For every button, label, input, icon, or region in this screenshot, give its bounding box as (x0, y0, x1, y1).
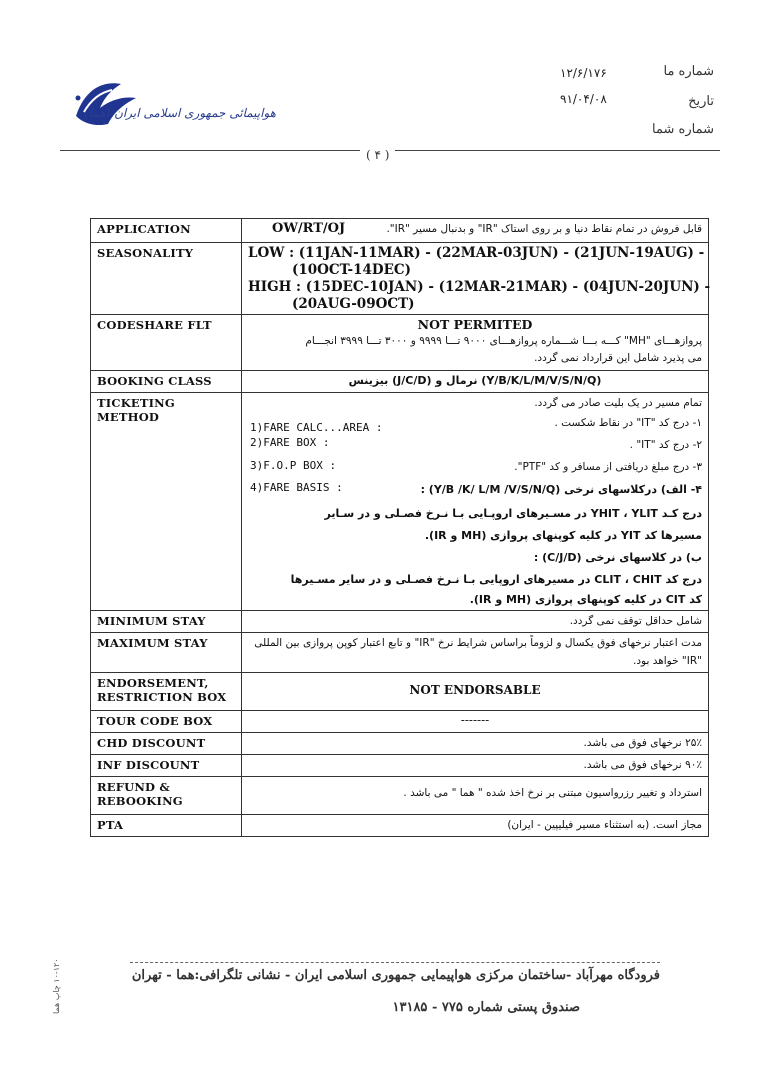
low-season-1: LOW : (11JAN-11MAR) - (22MAR-03JUN) - (21JUN-19AUG) - (248, 245, 705, 261)
row-minimum-stay (91, 611, 709, 633)
booking-classes: (Y/B/K/L/M/V/S/N/Q) نرمال و (J/C/D) بیزینس (348, 374, 602, 387)
row-booking-class (91, 371, 709, 393)
row-seasonality (91, 243, 709, 315)
low-season-2: (10OCT-14DEC) (292, 262, 412, 278)
row-content (242, 611, 709, 633)
page-number: ( ۴ ) (360, 148, 395, 162)
row-content (242, 777, 709, 815)
row-label: MAXIMUM STAY (91, 633, 242, 673)
fare-rules-table (90, 218, 709, 837)
row-application (91, 219, 709, 243)
row-label: CODESHARE FLT (91, 315, 242, 371)
print-code: ۱۰-۱۲۰ چاپ هما (52, 958, 61, 1014)
row-label: SEASONALITY (91, 243, 242, 315)
row-label: PTA (91, 815, 242, 837)
ticketing-step-2: ۲- درج کد "IT" . (629, 439, 702, 451)
row-label (91, 673, 242, 711)
row-content (242, 711, 709, 733)
row-content (242, 755, 709, 777)
pta-text: مجاز است. (به استثناء مسیر فیلیپین - ایران) (507, 819, 702, 831)
row-inf-discount (91, 755, 709, 777)
row-label: INF DISCOUNT (91, 755, 242, 777)
row-content (242, 815, 709, 837)
row-content (242, 243, 709, 315)
row-refund-rebooking (91, 777, 709, 815)
date-value: ۹۱/۰۴/۰۸ (560, 92, 607, 106)
row-label-line-2: REBOOKING (97, 794, 183, 808)
fare-basis-label: 4)FARE BASIS : (250, 481, 343, 494)
application-text: قابل فروش در تمام نقاط دنیا و بر روی استاک "IR" و بدنبال مسیر "IR". (386, 223, 702, 235)
row-content (242, 673, 709, 711)
codeshare-text-1: پروازهـــای "MH" کـــه بـــا شـــماره پروازهـــای ۹۰۰۰ تـــا ۹۹۹۹ و ۳۰۰۰ تـــا ۳۹۹۹ انجـــام (305, 335, 702, 347)
row-label: BOOKING CLASS (91, 371, 242, 393)
row-content (242, 393, 709, 611)
ticketing-step-1: ۱- درج کد "IT" در نقاط شکست . (554, 417, 702, 429)
high-season-1: HIGH : (15DEC-10JAN) - (12MAR-21MAR) - (04JUN-20JUN) - (248, 279, 711, 295)
ticketing-step-4a-text-1: درج کـد YHIT ، YLIT در مسـیرهای اروپـایی بـا نـرخ فصـلی و در سـایر (324, 507, 702, 520)
row-label-line-2: RESTRICTION BOX (97, 690, 227, 704)
minimum-stay-text: شامل حداقل توقف نمی گردد. (569, 615, 702, 627)
footer-po-box: صندوق پستی شماره ۷۷۵ - ۱۳۱۸۵ (392, 1000, 580, 1015)
ticketing-intro: تمام مسیر در یک بلیت صادر می گردد. (534, 397, 702, 409)
row-label-line-1: ENDORSEMENT, (97, 676, 209, 690)
our-number-label: شماره ما (663, 64, 714, 79)
row-content (242, 733, 709, 755)
row-label (91, 777, 242, 815)
tour-code-value: ------- (460, 713, 490, 727)
your-number-label: شماره شما (652, 122, 714, 137)
endorsement-value: NOT ENDORSABLE (409, 683, 541, 697)
row-maximum-stay (91, 633, 709, 673)
row-label-line-1: REFUND & (97, 780, 170, 794)
date-label: تاریخ (688, 94, 714, 109)
fare-box-label: 2)FARE BOX : (250, 436, 330, 449)
ticketing-step-4a: ۴- الف) درکلاسهای نرخی (Y/B /K/ L/M /V/S/N/Q) : (420, 483, 702, 496)
codeshare-text-2: می پذیرد شامل این قرارداد نمی گردد. (534, 352, 702, 364)
codeshare-status: NOT PERMITED (417, 317, 533, 332)
ticketing-step-3: ۳- درج مبلغ دریافتی از مسافر و کد "PTF". (514, 461, 702, 473)
row-content (242, 315, 709, 371)
chd-discount-text: ۲۵٪ نرخهای فوق می باشد. (583, 737, 702, 749)
row-ticketing-method (91, 393, 709, 611)
row-pta (91, 815, 709, 837)
fare-calc-label: 1)FARE CALC...AREA : (250, 421, 383, 434)
row-label: APPLICATION (91, 219, 242, 243)
refund-text: استرداد و تغییر رزرواسیون مبتنی بر نرخ اخذ شده " هما " می باشد . (403, 787, 702, 799)
maximum-stay-text-1: مدت اعتبار نرخهای فوق یکسال و لزوماً براساس شرایط نرخ "IR" و تابع اعتبار کوپن پروازی بین المللی (254, 637, 702, 649)
logo-wordmark: هواپیمائی جمهوری اسلامی ایران (هما) (84, 106, 276, 120)
journey-types: OW/RT/OJ (272, 221, 346, 236)
row-chd-discount (91, 733, 709, 755)
row-endorsement (91, 673, 709, 711)
fop-box-label: 3)F.O.P BOX : (250, 459, 337, 472)
ticketing-step-4b: ب) در کلاسهای نرخی (C/J/D) : (533, 551, 702, 564)
high-season-2: (20AUG-09OCT) (292, 296, 415, 312)
maximum-stay-text-2: "IR" خواهد بود. (633, 655, 702, 667)
footer-divider (130, 962, 660, 963)
row-content (242, 219, 709, 243)
row-label: MINIMUM STAY (91, 611, 242, 633)
row-label: CHD DISCOUNT (91, 733, 242, 755)
ticketing-step-4b-text-2: کد CIT در کلیه کوپنهای پروازی (MH و IR). (469, 593, 702, 606)
row-codeshare (91, 315, 709, 371)
inf-discount-text: ۹۰٪ نرخهای فوق می باشد. (583, 759, 702, 771)
footer-address: فرودگاه مهرآباد -ساختمان مرکزی هواپیمایی جمهوری اسلامی ایران - نشانی تلگرافی:هما - تهران (131, 968, 660, 983)
row-label: TOUR CODE BOX (91, 711, 242, 733)
row-content (242, 633, 709, 673)
ticketing-step-4a-text-2: مسیرها کد YIT در کلیه کوپنهای پروازی (MH و IR). (424, 529, 702, 542)
our-number-value: ۱۲/۶/۱۷۶ (560, 66, 607, 80)
row-label: TICKETING METHOD (91, 393, 242, 611)
ticketing-step-4b-text-1: درج کد CLIT ، CHIT در مسیرهای اروپایی بـا نـرخ فصـلی و در سایر مسـیرها (290, 573, 702, 586)
row-tour-code (91, 711, 709, 733)
row-content (242, 371, 709, 393)
